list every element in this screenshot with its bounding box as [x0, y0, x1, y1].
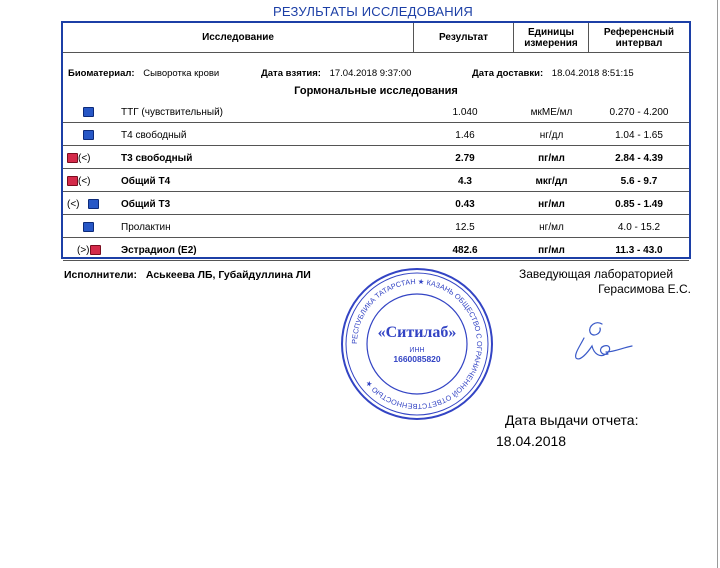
table-row	[63, 193, 689, 215]
result-value: 12.5	[455, 222, 475, 233]
deviation-marker: (<)	[67, 198, 80, 210]
unit-value: пг/мл	[538, 153, 565, 164]
abnormal-flag-icon	[67, 176, 78, 186]
issue-date: 18.04.2018	[496, 433, 567, 449]
issue-label: Дата выдачи отчета:	[505, 412, 639, 428]
section-title: Гормональные исследования	[294, 85, 458, 97]
table-row	[63, 216, 689, 238]
result-value: 2.79	[455, 153, 475, 164]
reference-range: 4.0 - 15.2	[617, 222, 661, 233]
row-flag	[67, 128, 105, 142]
biomaterial-value: Сыворотка крови	[143, 68, 220, 79]
test-name: Общий Т4	[121, 176, 171, 187]
test-name: Т3 свободный	[121, 153, 193, 164]
executors-label: Исполнители:	[64, 269, 137, 281]
executors	[64, 269, 311, 281]
row-flag	[67, 174, 105, 188]
table-row	[63, 170, 689, 192]
results-table	[61, 21, 691, 259]
deviation-marker: (>)	[77, 244, 90, 256]
stamp-inn-label: ИНН	[409, 347, 425, 354]
normal-flag-icon	[88, 199, 99, 209]
page-title: РЕЗУЛЬТАТЫ ИССЛЕДОВАНИЯ	[272, 4, 473, 19]
reference-range: 1.04 - 1.65	[615, 130, 663, 141]
row-flag	[67, 197, 105, 211]
company-stamp	[338, 265, 496, 423]
lab-head-name: Герасимова Е.С.	[598, 282, 691, 296]
date-delivered-value: 18.04.2018 8:51:15	[551, 68, 634, 79]
date-taken-value: 17.04.2018 9:37:00	[329, 68, 412, 79]
date-delivered	[472, 68, 634, 79]
unit-value: мкг/дл	[535, 176, 568, 187]
normal-flag-icon	[83, 222, 94, 232]
stamp-ring-text: РЕСПУБЛИКА ТАТАРСТАН ★ КАЗАНЬ ОБЩЕСТВО С ОГРАНИЧЕННОЙ ОТВЕТСТВЕННОСТЬЮ ★	[349, 276, 485, 412]
row-flag	[67, 243, 105, 257]
result-value: 0.43	[455, 199, 475, 210]
result-value: 4.3	[458, 176, 472, 187]
table-row	[63, 239, 689, 261]
date-taken-label: Дата взятия:	[261, 68, 321, 79]
result-value: 1.040	[452, 107, 478, 118]
result-value: 482.6	[452, 245, 478, 256]
stamp-company-name: «Ситилаб»	[377, 324, 457, 341]
unit-value: нг/дл	[539, 130, 564, 141]
row-flag	[67, 105, 105, 119]
lab-head	[519, 267, 691, 297]
deviation-marker: (<)	[78, 175, 91, 187]
result-value: 1.46	[455, 130, 475, 141]
test-name: Общий Т3	[121, 199, 171, 210]
biomaterial	[68, 68, 219, 79]
header-reference: Референсный интервал	[589, 23, 689, 53]
unit-value: мкМЕ/мл	[530, 107, 573, 118]
page-right-border	[717, 0, 718, 568]
executors-names: Аськеева ЛБ, Губайдуллина ЛИ	[145, 269, 311, 281]
deviation-marker: (<)	[78, 152, 91, 164]
table-row	[63, 101, 689, 123]
header-test: Исследование	[63, 23, 414, 53]
biomaterial-label: Биоматериал:	[68, 68, 135, 79]
reference-range: 5.6 - 9.7	[620, 176, 658, 187]
unit-value: пг/мл	[538, 245, 565, 256]
signature	[566, 318, 646, 368]
test-name: Эстрадиол (Е2)	[121, 245, 197, 256]
reference-range: 2.84 - 4.39	[615, 153, 663, 164]
reference-range: 0.270 - 4.200	[609, 107, 669, 118]
date-delivered-label: Дата доставки:	[472, 68, 544, 79]
test-name: ТТГ (чувствительный)	[121, 107, 223, 118]
reference-range: 11.3 - 43.0	[615, 245, 663, 256]
stamp-inn: 1660085820	[393, 354, 441, 364]
lab-head-title: Заведующая лабораторией	[519, 267, 674, 281]
date-taken	[261, 68, 411, 79]
table-row	[63, 147, 689, 169]
normal-flag-icon	[83, 130, 94, 140]
row-flag	[67, 151, 105, 165]
test-name: Пролактин	[121, 222, 171, 233]
normal-flag-icon	[83, 107, 94, 117]
table-row	[63, 124, 689, 146]
header-result: Результат	[414, 23, 514, 53]
reference-range: 0.85 - 1.49	[615, 199, 663, 210]
test-name: Т4 свободный	[121, 130, 187, 141]
abnormal-flag-icon	[90, 245, 101, 255]
row-flag	[67, 220, 105, 234]
unit-value: нг/мл	[539, 222, 564, 233]
header-units: Единицы измерения	[514, 23, 589, 53]
abnormal-flag-icon	[67, 153, 78, 163]
unit-value: нг/мл	[538, 199, 565, 210]
